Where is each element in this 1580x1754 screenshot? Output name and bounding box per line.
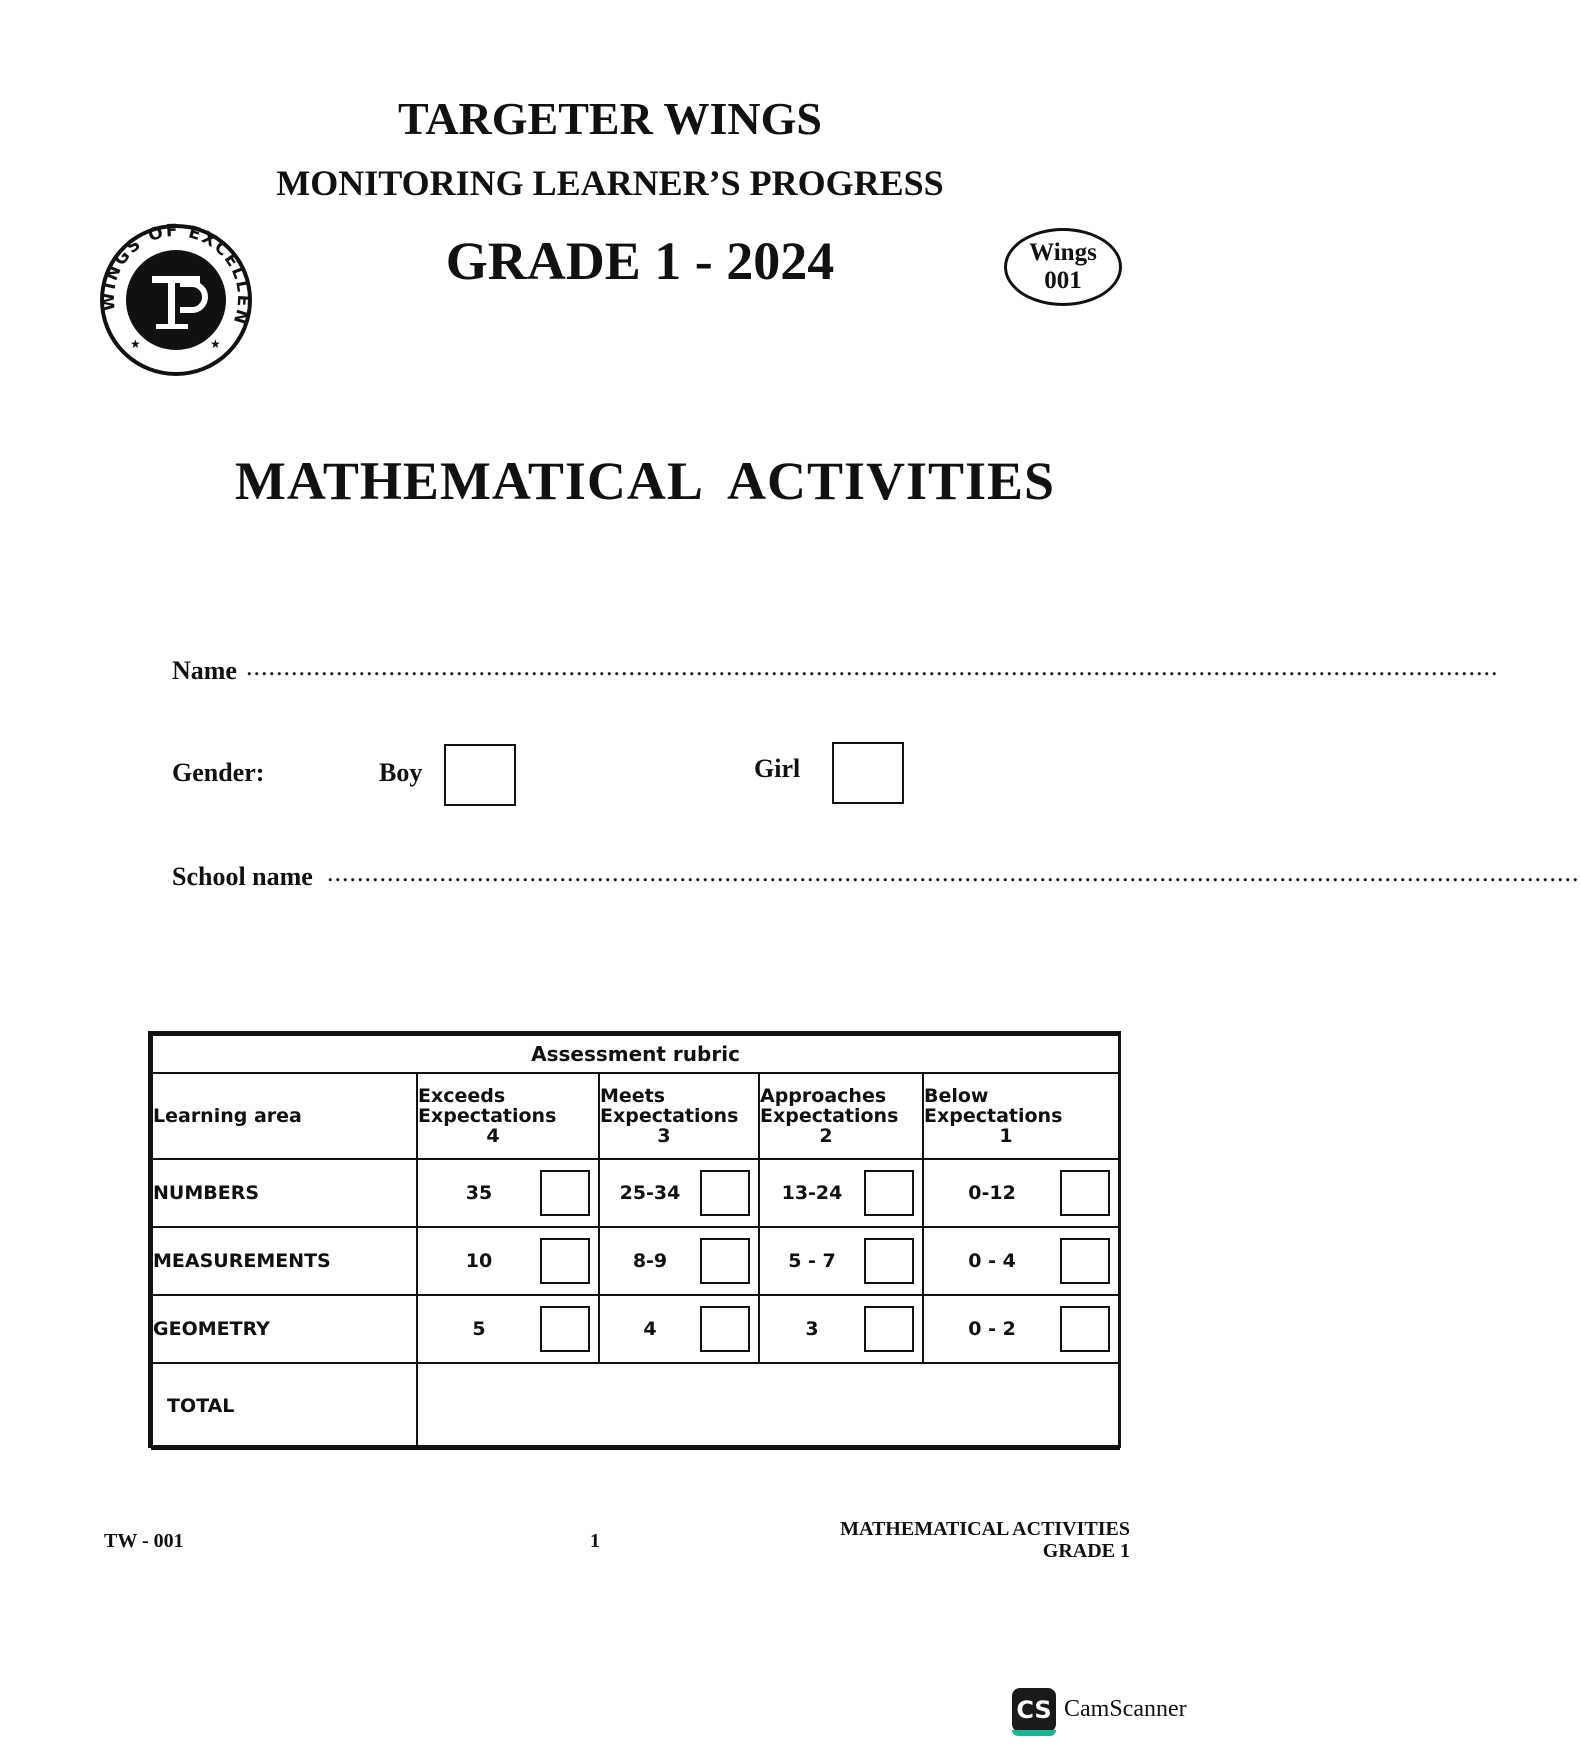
camscanner-brand: CamScanner	[1064, 1696, 1187, 1722]
svg-text:★: ★	[210, 337, 221, 351]
table-row	[152, 1295, 1119, 1363]
total-label: TOTAL	[152, 1363, 417, 1449]
learning-area-measurements: MEASUREMENTS	[152, 1227, 417, 1295]
column-header-learning-area: Learning area	[152, 1073, 417, 1159]
score-checkbox[interactable]	[540, 1238, 590, 1284]
score-range: 10	[465, 1250, 493, 1272]
document-subtitle: MONITORING LEARNER’S PROGRESS	[276, 163, 944, 203]
score-range: 25-34	[619, 1182, 681, 1204]
learning-area-numbers: NUMBERS	[152, 1159, 417, 1227]
school-name-label: School name	[172, 862, 313, 891]
boy-checkbox[interactable]	[444, 744, 516, 806]
girl-label: Girl	[754, 754, 801, 783]
subject-heading: MATHEMATICAL ACTIVITIES	[234, 451, 1056, 511]
column-header-meets: Meets Expectations 3	[599, 1073, 759, 1159]
score-range: 13-24	[781, 1182, 843, 1204]
footer-grade: GRADE 1	[1042, 1540, 1130, 1562]
score-checkbox[interactable]	[864, 1170, 914, 1216]
table-row	[152, 1159, 1119, 1227]
badge-line-2: 001	[1044, 267, 1082, 294]
footer-code: TW - 001	[104, 1530, 184, 1552]
table-row	[152, 1227, 1119, 1295]
assessment-rubric-table	[148, 1031, 1121, 1448]
score-range: 4	[643, 1318, 657, 1340]
score-checkbox[interactable]	[864, 1238, 914, 1284]
column-header-below: Below Expectations 1	[923, 1073, 1119, 1159]
score-range: 5	[472, 1318, 486, 1340]
total-row	[152, 1363, 1119, 1449]
score-checkbox[interactable]	[1060, 1238, 1110, 1284]
paper-code-badge	[1004, 228, 1122, 306]
page-number: 1	[590, 1530, 600, 1552]
wings-of-excellence-logo	[96, 220, 256, 380]
score-checkbox[interactable]	[1060, 1170, 1110, 1216]
school-name-input-line[interactable]: .......................................................................................................................................................................	[327, 858, 1580, 887]
score-checkbox[interactable]	[700, 1306, 750, 1352]
footer-subject: MATHEMATICAL ACTIVITIES	[840, 1518, 1130, 1540]
score-range: 5 - 7	[788, 1250, 836, 1272]
score-checkbox[interactable]	[540, 1306, 590, 1352]
camscanner-logo-icon: CS	[1012, 1688, 1056, 1732]
document-title: TARGETER WINGS	[398, 93, 822, 144]
column-header-approaches: Approaches Expectations 2	[759, 1073, 923, 1159]
girl-checkbox[interactable]	[832, 742, 904, 804]
learning-area-geometry: GEOMETRY	[152, 1295, 417, 1363]
name-label: Name	[172, 656, 237, 685]
total-score-cell[interactable]	[417, 1363, 1119, 1449]
gender-label: Gender:	[172, 758, 265, 787]
score-checkbox[interactable]	[1060, 1306, 1110, 1352]
column-header-exceeds: Exceeds Expectations 4	[417, 1073, 599, 1159]
score-checkbox[interactable]	[700, 1238, 750, 1284]
score-range: 0 - 2	[968, 1318, 1016, 1340]
score-range: 0-12	[968, 1182, 1016, 1204]
score-range: 3	[805, 1318, 819, 1340]
rubric-header-row	[152, 1073, 1119, 1159]
footer-subject-grade	[800, 1518, 1130, 1562]
score-checkbox[interactable]	[700, 1170, 750, 1216]
name-input-line[interactable]: .......................................................................................................................................................................	[246, 652, 1499, 681]
score-range: 35	[465, 1182, 493, 1204]
score-range: 0 - 4	[968, 1250, 1016, 1272]
svg-text:★: ★	[130, 337, 141, 351]
grade-heading: GRADE 1 - 2024	[445, 231, 835, 291]
badge-line-1: Wings	[1029, 239, 1097, 266]
score-range: 8-9	[632, 1250, 668, 1272]
logo-text: WINGS OF EXCELLEN	[98, 220, 254, 329]
score-checkbox[interactable]	[864, 1306, 914, 1352]
score-checkbox[interactable]	[540, 1170, 590, 1216]
rubric-title: Assessment rubric	[152, 1035, 1119, 1073]
boy-label: Boy	[379, 758, 423, 787]
